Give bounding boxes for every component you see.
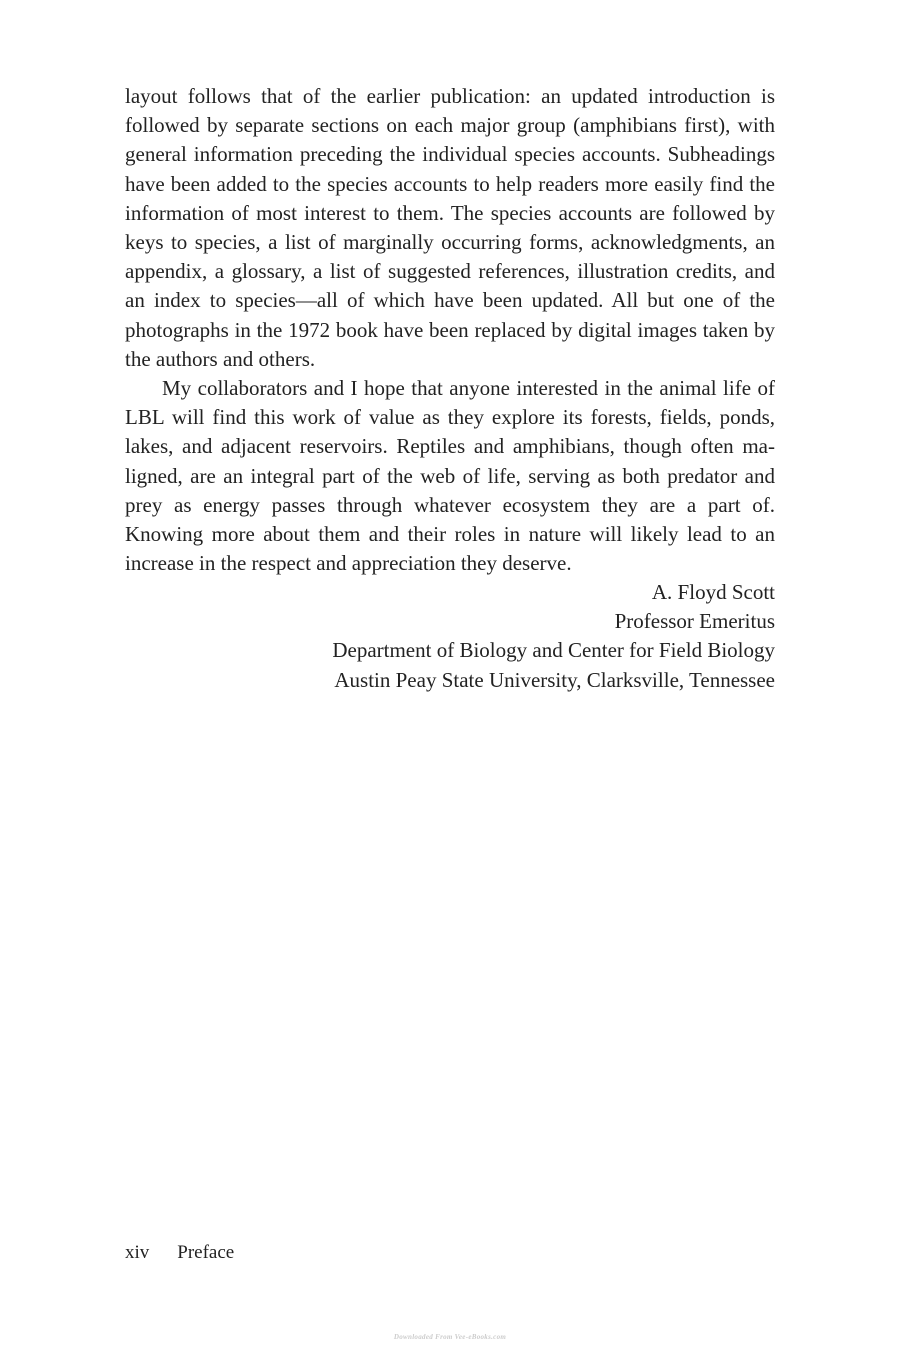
paragraph-continued: layout follows that of the earlier publication: an updated introduction is followed by separate sections on each major group (amphibians first), with general information preceding the individual species accounts. Subheadings have been added to the species accounts to help readers more easily find the information of most interest to them. The species accounts are followed by keys to species, a list of marginally occurring forms, acknowledgments, an appendix, a glossary, a list of suggested references, illustration credits, and an index to species—all of which have been updated. All but one of the photographs in the 1972 book have been replaced by digital images taken by the authors and others.	[125, 84, 775, 371]
author-department: Department of Biology and Center for Field Biology	[332, 638, 775, 663]
page-footer	[125, 1241, 234, 1265]
signature-block	[125, 578, 775, 695]
author-title: Professor Emeritus	[614, 609, 775, 634]
download-watermark: Downloaded From Vee-eBooks.com	[393, 1333, 507, 1341]
page-number: xiv	[125, 1242, 150, 1263]
author-name: A. Floyd Scott	[651, 580, 775, 604]
paragraph: My collaborators and I hope that anyone interested in the animal life of LBL will find this work of value as they explore its forests, fields, ponds, lakes, and adjacent reservoirs. Reptiles and amphibians, though often maligned, are an integral part of the web of life, serving as both predator and prey as energy passes through whatever ecosystem they are a part of. Knowing more about them and their roles in nature will likely lead to an increase in the respect and appreciation they deserve.	[125, 376, 775, 576]
author-institution: Austin Peay State University, Clarksville, Tennessee	[334, 667, 775, 692]
running-footer-section: Preface	[177, 1242, 235, 1263]
body-text	[125, 82, 775, 578]
